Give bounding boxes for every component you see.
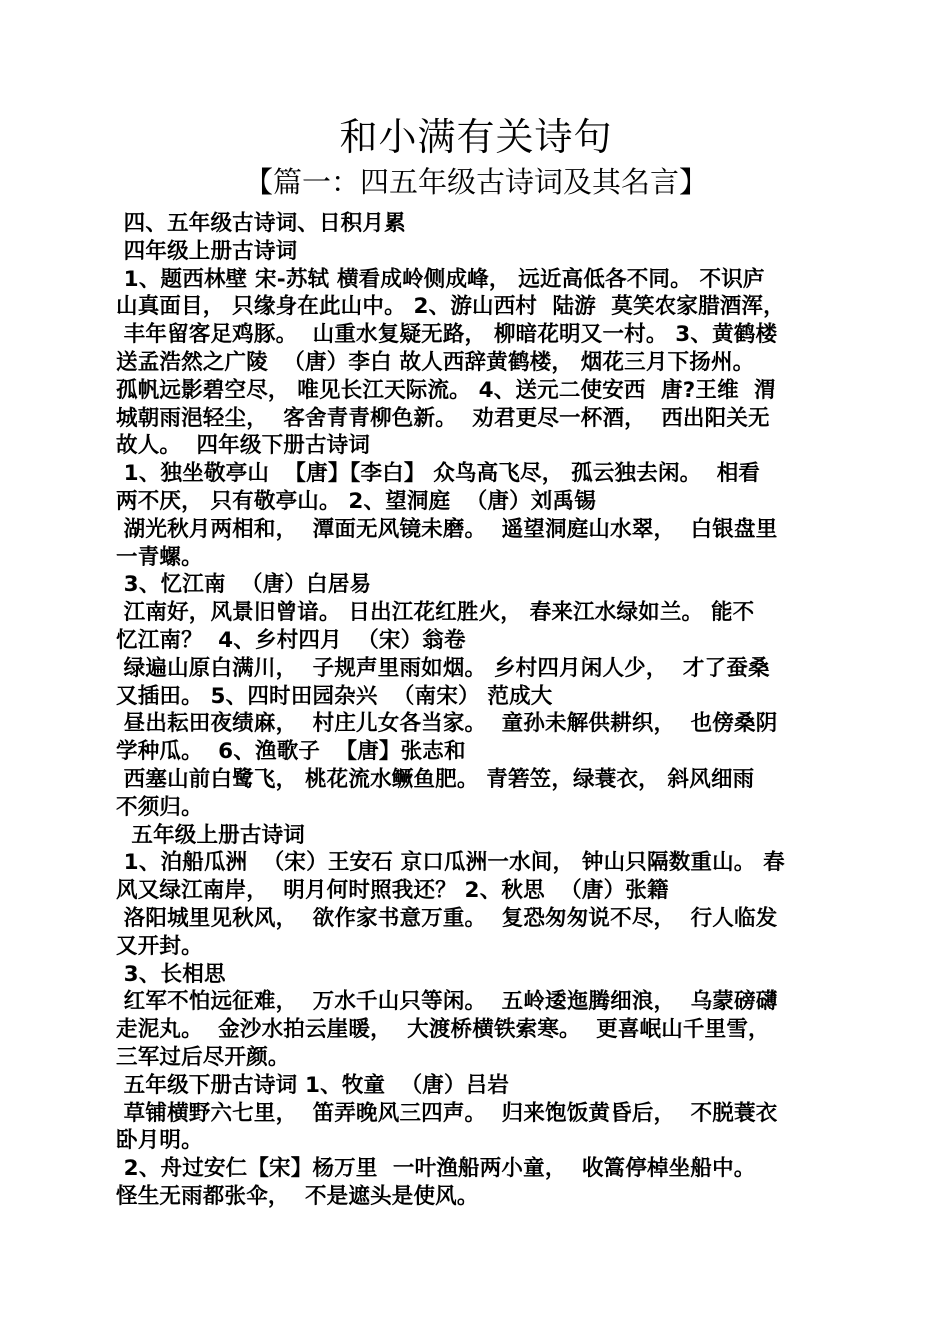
text-line: 怪生无雨都张伞， 不是遮头是使风。 [116,1183,479,1209]
text-line: 孤帆远影碧空尽， 唯见长江天际流。 4、送元二使安西 唐?王维 渭 [116,377,776,403]
text-line: 山真面目， 只缘身在此山中。 2、游山西村 陆游 莫笑农家腊酒浑， [116,294,785,320]
text-line: 3、长相思 [116,961,226,987]
text-line: 三军过后尽开颜。 [116,1044,290,1070]
text-line: 1、泊船瓜洲 （宋）王安石 京口瓜洲一水间， 钟山只隔数重山。 春 [116,850,785,876]
page-title: 和小满有关诗句 [339,115,613,159]
text-line: 西塞山前白鹭飞， 桃花流水鳜鱼肥。 青箬笠，绿蓑衣， 斜风细雨 [116,766,755,792]
text-line: 草铺横野六七里， 笛弄晚风三四声。 归来饱饭黄昏后， 不脱蓑衣 [116,1100,778,1126]
text-line: 五年级上册古诗词 [116,822,305,848]
text-line: 城朝雨浥轻尘， 客舍青青柳色新。 劝君更尽一杯酒， 西出阳关无 [116,405,770,431]
text-line: 两不厌， 只有敬亭山。 2、望洞庭 （唐）刘禹锡 [116,488,596,514]
text-line: 风又绿江南岸， 明月何时照我还？ 2、秋思 （唐）张籍 [116,878,669,904]
text-line: 四、五年级古诗词、日积月累 [116,211,406,236]
text-line: 忆江南？ 4、乡村四月 （宋）翁卷 [116,627,466,653]
text-line: 丰年留客足鸡豚。 山重水复疑无路， 柳暗花明又一村。 3、黄鹤楼 [116,322,778,348]
text-line: 1、题西林壁 宋-苏轼 横看成岭侧成峰， 远近高低各不同。 不识庐 [116,266,765,292]
text-line: 红军不怕远征难， 万水千山只等闲。 五岭逶迤腾细浪， 乌蒙磅礴 [116,989,778,1015]
text-line: 一青螺。 [116,544,203,570]
text-line: 不须归。 [116,794,203,820]
text-line: 送孟浩然之广陵 （唐）李白 故人西辞黄鹤楼， 烟花三月下扬州。 [116,349,755,375]
text-line: 卧月明。 [116,1128,203,1154]
text-line: 湖光秋月两相和， 潭面无风镜未磨。 遥望洞庭山水翠， 白银盘里 [116,516,778,542]
text-line: 绿遍山原白满川， 子规声里雨如烟。 乡村四月闲人少， 才了蚕桑 [116,655,770,681]
text-line: 学种瓜。 6、渔歌子 【唐】张志和 [116,739,466,765]
text-line: 故人。 四年级下册古诗词 [116,433,371,459]
page-subtitle: 【篇一：四五年级古诗词及其名言】 [243,165,708,199]
text-line: 2、舟过安仁【宋】杨万里 一叶渔船两小童， 收篙停棹坐船中。 [116,1156,756,1182]
text-line: 1、独坐敬亭山 【唐】【李白】 众鸟高飞尽， 孤云独去闲。 相看 [116,461,761,487]
text-line: 四年级上册古诗词 [116,238,298,264]
text-line: 又开封。 [116,933,203,959]
text-line: 3、忆江南 （唐）白居易 [116,572,372,598]
text-line: 江南好，风景旧曾谙。 日出江花红胜火， 春来江水绿如兰。 能不 [116,600,755,626]
text-line: 洛阳城里见秋风， 欲作家书意万重。 复恐匆匆说不尽， 行人临发 [116,905,778,931]
text-line: 五年级下册古诗词 1、牧童 （唐）吕岩 [116,1072,510,1098]
text-line: 又插田。 5、四时田园杂兴 （南宋） 范成大 [116,683,553,709]
document-body [116,210,836,1211]
text-line: 昼出耘田夜绩麻， 村庄儿女各当家。 童孙未解供耕织， 也傍桑阴 [116,711,778,737]
text-line: 走泥丸。 金沙水拍云崖暖， 大渡桥横铁索寒。 更喜岷山千里雪， [116,1017,770,1043]
document-page [116,112,836,1211]
